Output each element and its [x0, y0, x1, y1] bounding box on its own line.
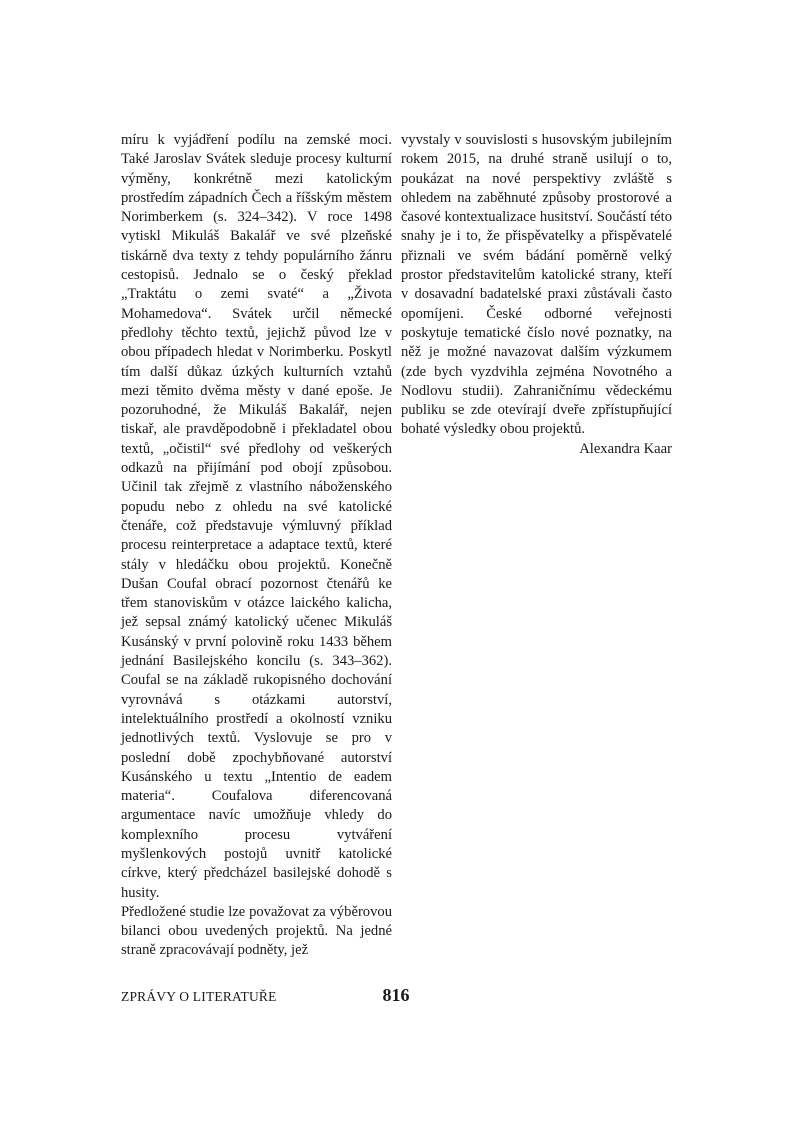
left-column [121, 131, 392, 961]
paragraph: vyvstaly v souvislosti s husovským jubilejním rokem 2015, na druhé straně usilují o to, poukázat na nové perspektivy zvláště s ohledem na zaběhnuté způsoby prostorové a časové kontextualizace husitství. Součástí této snahy je i to, že přispěvatelky a přispěvatelé přiznali ve svém bádání poměrně velký prostor představitelům katolické strany, kteří v dosavadní badatelské praxi zůstávali často opomíjeni. České odborné veřejnosti poskytuje tematické číslo nové poznatky, na něž je možné navazovat dalším výzkumem (zde bych vyzdvihla zejména Novotného a Nodlovu studii). Zahraničnímu vědeckému publiku se zde otevírají dveře zpřístupňující bohaté výsledky obou projektů. [401, 132, 672, 438]
author-signature: Alexandra Kaar [579, 440, 672, 457]
paragraph: míru k vyjádření podílu na zemské moci. Také Jaroslav Svátek sleduje procesy kulturní výměny, konkrétně mezi katolickým prostředím západních Čech a říšským městem Norimberkem (s. 324–342). V roce 1498 vytiskl Mikuláš Bakalář ve své plzeňské tiskárně dva texty z tehdy populárního žánru cestopisů. Jednalo se o český překlad „Traktátu o zemi svaté“ a „Života Mohamedova“. Svátek určil německé předlohy těchto textů, jejichž původ lze v obou případech hledat v Norimberku. Poskytl tím další důkaz úzkých kulturních vztahů mezi těmito dvěma městy v dané epoše. Je pozoruhodné, že Mikuláš Bakalář, nejen tiskař, ale pravděpodobně i překladatel obou textů, „očistil“ své předlohy od veškerých odkazů na přijímání pod obojí způsobou. Učinil tak zřejmě z vlastního náboženského popudu nebo z ohledu na své katolické čtenáře, což představuje výmluvný příklad procesu reinterpretace a adaptace textů, které stály v hledáčku obou projektů. Konečně Dušan Coufal obrací pozornost čtenářů ke třem stanoviskům v otázce laického kalicha, jež sepsal známý katolický učenec Mikuláš Kusánský v první polovině roku 1433 během jednání Basilejského koncilu (s. 343–362). Coufal se na základě rukopisného dochování vyrovnává s otázkami autorství, intelektuálního prostředí a okolností vzniku jednotlivých textů. Vyslovuje se pro v poslední době zpochybňované autorství Kusánského u textu „Intentio de eadem materia“. Coufalova diferencovaná argumentace navíc umožňuje vhledy do komplexního procesu vytváření myšlenkových postojů uvnitř katolické církve, který předcházel basilejské dohodě s husity. [121, 132, 392, 901]
right-column [401, 131, 672, 459]
page-number: 816 [382, 985, 410, 1005]
running-footer-section: ZPRÁVY O LITERATUŘE [121, 989, 277, 1004]
paragraph: Předložené studie lze považovat za výběrovou bilanci obou uvedených projektů. Na jedné straně zpracovávají podněty, jež [121, 903, 392, 959]
